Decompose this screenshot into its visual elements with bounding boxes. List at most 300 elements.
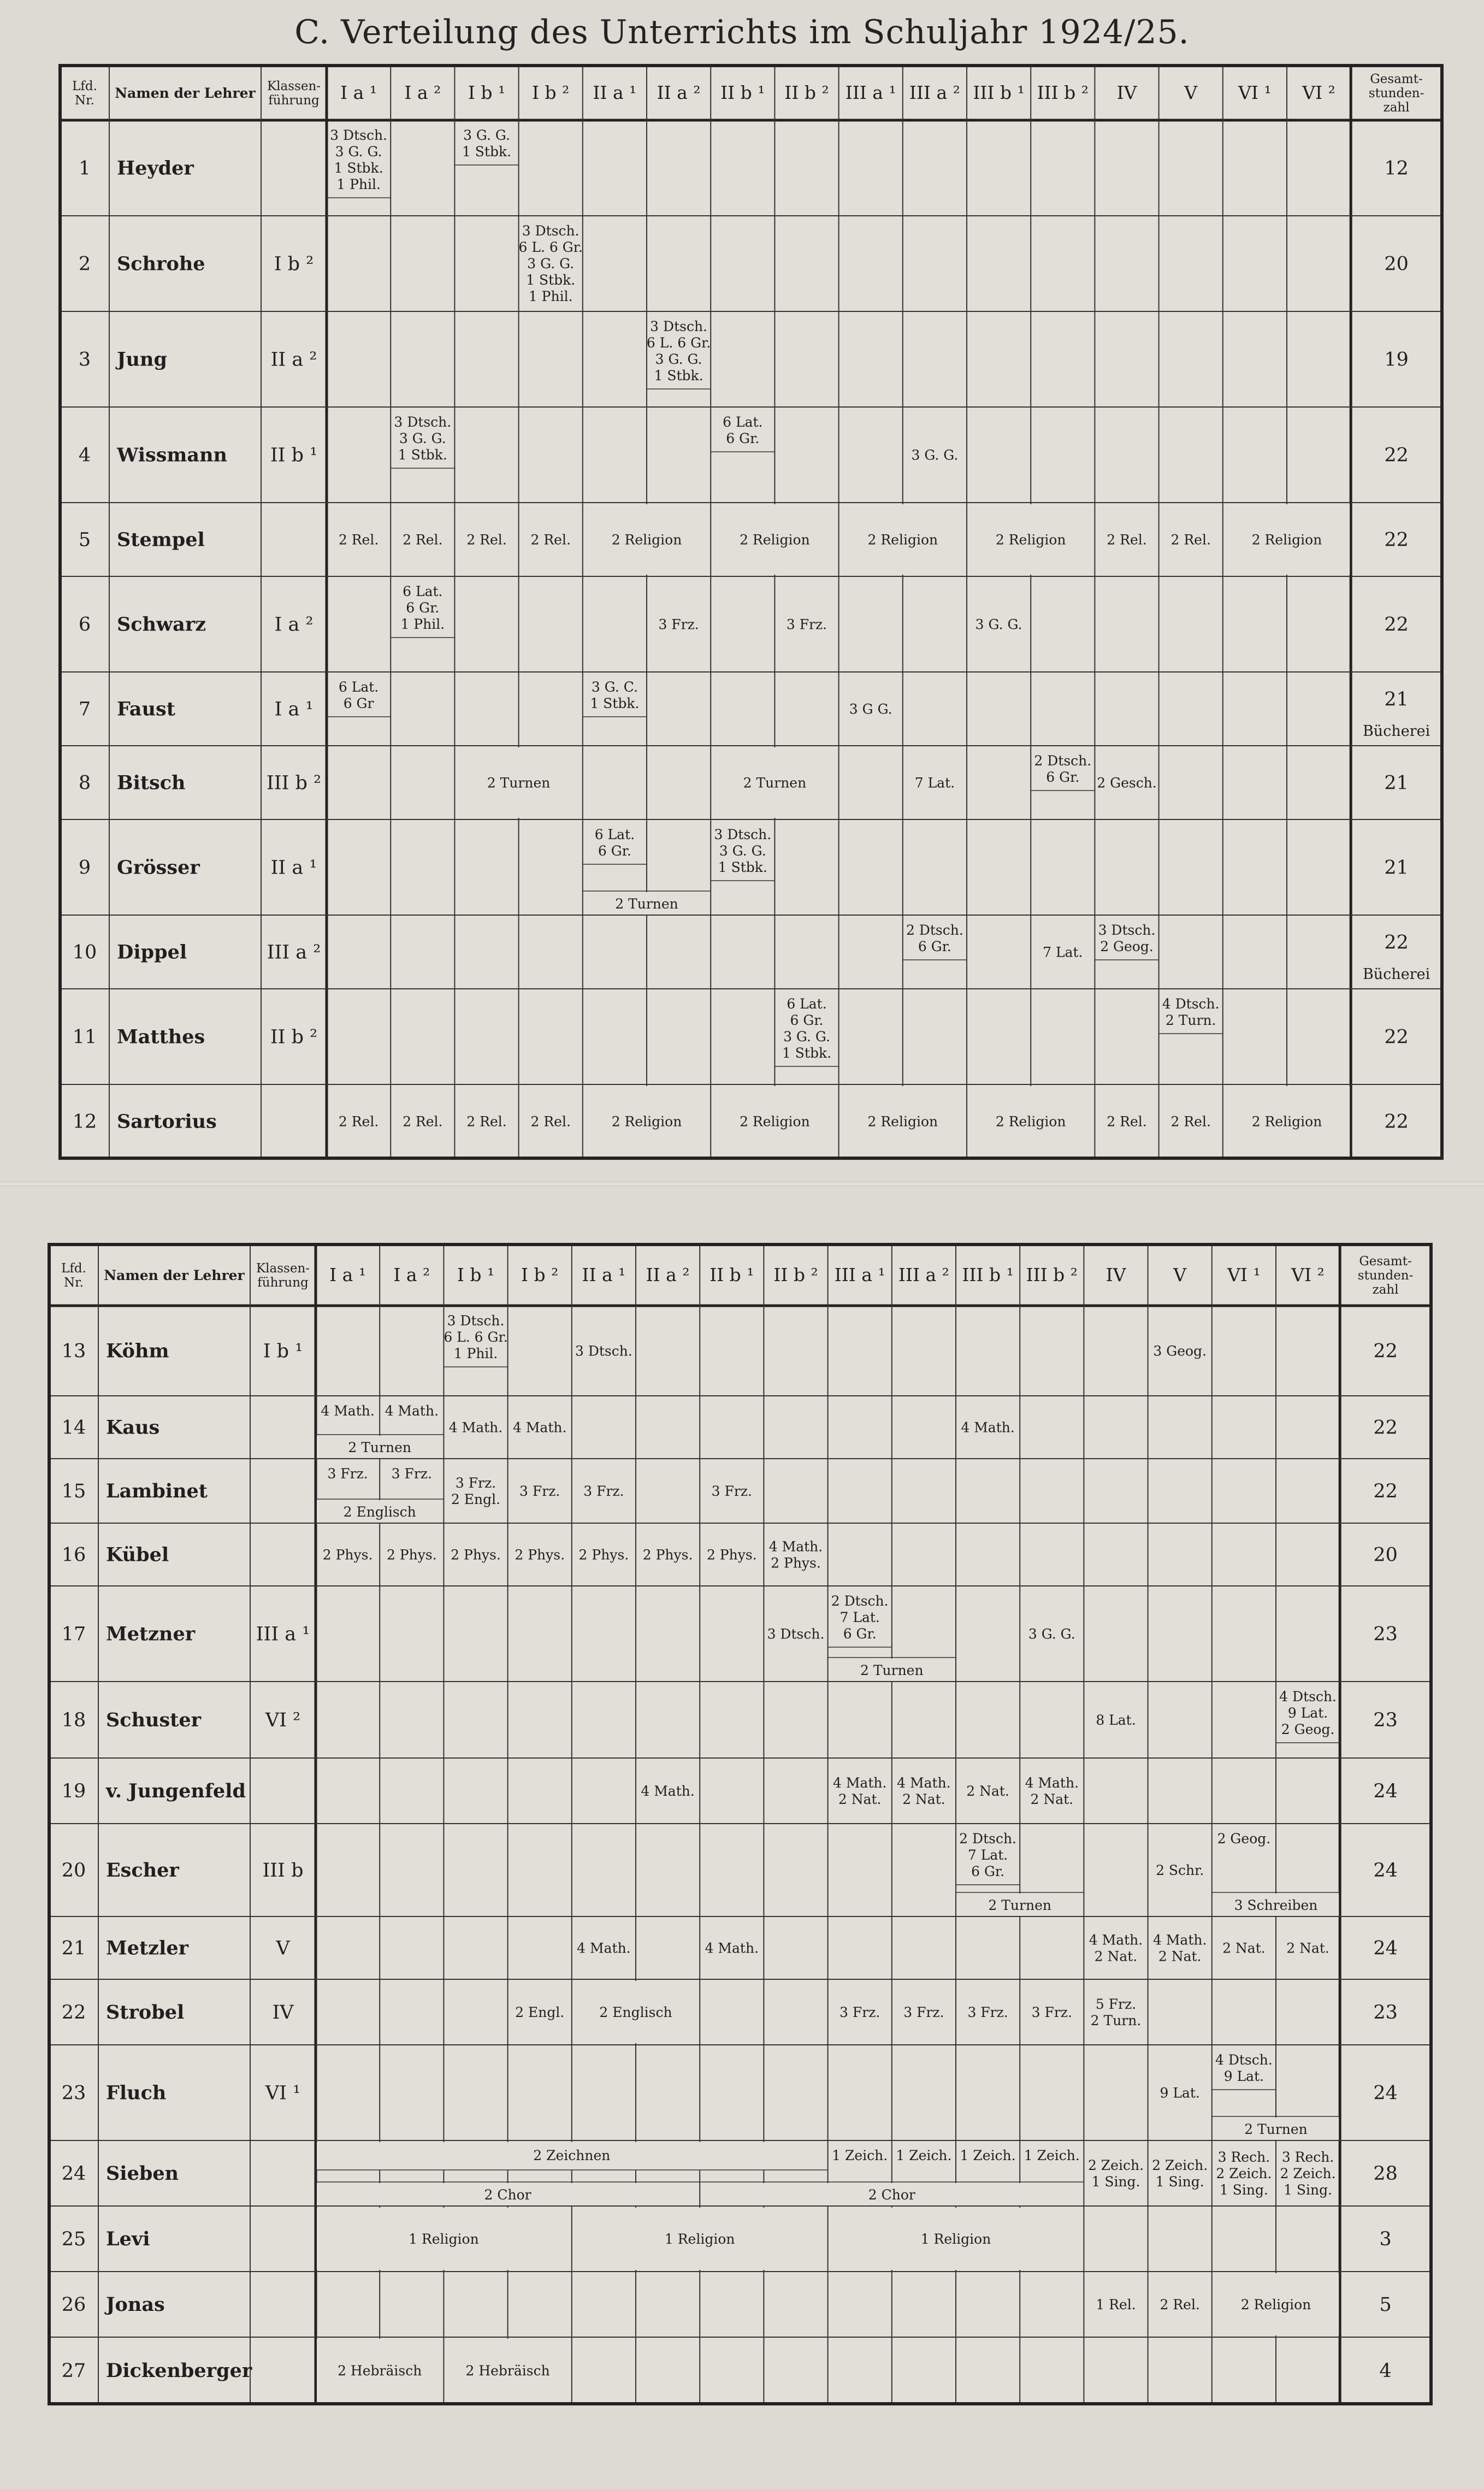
- row-number: 18: [61, 1709, 86, 1731]
- total-hours: 22: [1384, 529, 1409, 551]
- total-hours: 3: [1379, 2228, 1392, 2250]
- teacher-name: Strobel: [106, 2001, 185, 2024]
- cell-entry: 2 Rel.: [1170, 1113, 1211, 1130]
- header-class-8: II b ²: [773, 1264, 818, 1285]
- class-lead: I b ²: [274, 253, 314, 275]
- cell-entry: 3 G. G.: [463, 127, 510, 143]
- cell-entry: 2 Geog.: [1217, 1831, 1271, 1847]
- cell-entry: 1 Stbk.: [526, 272, 576, 288]
- cell-entry: 3 Frz.: [455, 1475, 496, 1491]
- teacher-name: Schrohe: [117, 252, 205, 275]
- total-hours: 4: [1379, 2360, 1392, 2382]
- class-lead: IV: [272, 2002, 294, 2024]
- cell-entry: 1 Stbk.: [590, 695, 640, 711]
- header-class-14: V: [1173, 1264, 1187, 1285]
- cell-entry: 2 Turn.: [1090, 2013, 1142, 2028]
- total-hours: 22: [1384, 614, 1409, 636]
- cell-entry: 4 Dtsch.: [1279, 1689, 1337, 1704]
- teacher-name: Escher: [106, 1859, 179, 1882]
- cell-entry: 2 Chor: [484, 2187, 531, 2203]
- row-number: 10: [72, 941, 97, 964]
- cell-entry: 7 Lat.: [1043, 944, 1083, 960]
- cell-entry: 3 G. G.: [783, 1029, 830, 1045]
- total-hours: 24: [1373, 1780, 1398, 1802]
- teacher-name: Schuster: [106, 1709, 202, 1731]
- cell-entry: 4 Math.: [1025, 1775, 1079, 1791]
- cell-entry: 2 Dtsch.: [959, 1831, 1017, 1847]
- cell-entry: 2 Religion: [611, 1113, 682, 1130]
- cell-entry: 3 Dtsch.: [394, 414, 452, 430]
- header-class-lead: führung: [257, 1275, 309, 1290]
- total-hours: 5: [1379, 2294, 1392, 2316]
- total-hours: 21: [1384, 688, 1409, 711]
- header-class-lead: führung: [268, 93, 320, 108]
- teacher-name: Metzner: [106, 1623, 196, 1645]
- cell-entry: 3 G. G.: [527, 256, 575, 272]
- header-class-14: V: [1184, 81, 1198, 103]
- cell-entry: 2 Nat.: [1158, 1948, 1202, 1965]
- cell-entry: 3 G. G.: [975, 616, 1022, 633]
- header-class-4: I b ²: [532, 81, 570, 103]
- cell-entry: 3 Schreiben: [1234, 1897, 1318, 1913]
- header-class-10: III a ²: [898, 1264, 949, 1285]
- class-lead: I b ¹: [263, 1340, 303, 1363]
- cell-entry: 6 Gr.: [1046, 769, 1080, 785]
- teacher-name: Jonas: [106, 2293, 165, 2316]
- row-number: 4: [78, 444, 91, 467]
- header-class-lead: Klassen-: [256, 1261, 310, 1276]
- teacher-name: v. Jungenfeld: [106, 1780, 246, 1802]
- cell-entry: 4 Math.: [768, 1538, 823, 1555]
- cell-entry: 2 Rel.: [403, 532, 443, 548]
- total-hours: 22: [1384, 1026, 1409, 1048]
- class-lead: V: [276, 1937, 290, 1960]
- cell-entry: 2 Phys.: [706, 1547, 757, 1563]
- row-number: 25: [61, 2228, 86, 2250]
- header-class-11: III b ¹: [973, 81, 1025, 103]
- header-class-11: III b ¹: [962, 1264, 1014, 1285]
- cell-entry: 3 Rech.: [1217, 2149, 1270, 2165]
- class-lead: II b ²: [270, 1026, 318, 1048]
- cell-entry: 2 Rel.: [530, 532, 571, 548]
- cell-entry: 8 Lat.: [1096, 1712, 1136, 1728]
- cell-entry: 3 Frz.: [1031, 2004, 1072, 2020]
- header-class-7: II b ¹: [710, 1264, 754, 1285]
- row-number: 2: [78, 253, 91, 275]
- teacher-name: Wissmann: [117, 444, 228, 467]
- cell-entry: 3 G. G.: [399, 430, 446, 446]
- header-class-12: III b ²: [1037, 81, 1089, 103]
- cell-entry: 4 Math.: [1089, 1932, 1143, 1948]
- cell-entry: 2 Turn.: [1165, 1012, 1216, 1028]
- cell-entry: 6 Lat.: [338, 679, 379, 695]
- header-total-hours: stunden-: [1368, 86, 1424, 101]
- cell-entry: 2 Nat.: [1030, 1791, 1074, 1807]
- teacher-name: Kübel: [106, 1543, 169, 1566]
- cell-entry: 9 Lat.: [1160, 2085, 1200, 2101]
- cell-entry: 1 Phil.: [400, 616, 445, 632]
- cell-entry: 4 Math.: [897, 1775, 951, 1791]
- total-hours: 19: [1384, 349, 1409, 371]
- cell-entry: 3 G. G.: [1028, 1626, 1075, 1642]
- cell-entry: 2 Rel.: [1160, 2297, 1200, 2313]
- header-class-16: VI ²: [1302, 81, 1335, 103]
- cell-entry: 2 Turnen: [487, 775, 551, 791]
- total-hours: 23: [1373, 2002, 1398, 2024]
- cell-entry: 1 Sing.: [1091, 2174, 1140, 2190]
- cell-entry: 2 Engl.: [515, 2004, 565, 2020]
- teacher-name: Metzler: [106, 1937, 189, 1960]
- cell-entry: 2 Zeich.: [1280, 2166, 1336, 2181]
- row-number: 7: [78, 698, 91, 721]
- cell-entry: 2 Zeich.: [1152, 2157, 1208, 2173]
- cell-entry: 6 Gr.: [406, 600, 440, 616]
- total-hours: 24: [1373, 2082, 1398, 2104]
- total-note: Bücherei: [1362, 723, 1430, 740]
- cell-entry: 3 G. G.: [335, 144, 382, 160]
- cell-entry: 2 Religion: [1240, 2297, 1311, 2313]
- cell-entry: 7 Lat.: [967, 1847, 1008, 1863]
- cell-entry: 4 Dtsch.: [1215, 2052, 1273, 2068]
- cell-entry: 1 Stbk.: [398, 447, 447, 463]
- cell-entry: 2 Religion: [611, 532, 682, 548]
- total-hours: 22: [1373, 1340, 1398, 1363]
- row-number: 15: [61, 1481, 86, 1502]
- header-class-1: I a ¹: [329, 1264, 366, 1285]
- cell-entry: 2 Englisch: [599, 2004, 672, 2020]
- header-class-7: II b ¹: [720, 81, 765, 103]
- cell-entry: 3 Dtsch.: [767, 1626, 825, 1642]
- header-class-13: IV: [1116, 81, 1137, 103]
- cell-entry: 2 Rel.: [466, 1113, 507, 1130]
- header-total-hours: stunden-: [1357, 1268, 1414, 1283]
- cell-entry: 3 Frz.: [391, 1466, 432, 1482]
- cell-entry: 1 Zeich.: [1024, 2148, 1080, 2163]
- cell-entry: 3 G. G.: [911, 447, 959, 463]
- class-lead: VI ²: [265, 1709, 301, 1731]
- total-note: Bücherei: [1362, 966, 1430, 983]
- class-lead: I a ²: [274, 614, 314, 636]
- header-teacher-name: Namen der Lehrer: [115, 85, 256, 101]
- cell-entry: 2 Phys.: [322, 1547, 373, 1563]
- class-lead: III a ¹: [256, 1623, 310, 1645]
- cell-entry: 1 Rel.: [1096, 2297, 1136, 2313]
- cell-entry: 4 Math.: [961, 1419, 1015, 1436]
- cell-entry: 7 Lat.: [914, 775, 955, 791]
- cell-entry: 4 Math.: [705, 1940, 759, 1956]
- teacher-name: Grösser: [117, 856, 200, 879]
- header-class-12: III b ²: [1026, 1264, 1078, 1285]
- teacher-name: Heyder: [117, 157, 194, 180]
- row-number: 8: [78, 772, 91, 794]
- cell-entry: 1 Zeich.: [832, 2148, 888, 2163]
- cell-entry: 2 Dtsch.: [831, 1593, 889, 1609]
- cell-entry: 2 Dtsch.: [906, 922, 963, 938]
- cell-entry: 2 Nat.: [838, 1791, 882, 1807]
- cell-entry: 6 L. 6 Gr.: [646, 335, 711, 351]
- row-number: 22: [61, 2002, 86, 2024]
- cell-entry: 1 Sing.: [1284, 2182, 1333, 2198]
- cell-entry: 2 Rel.: [338, 532, 379, 548]
- cell-entry: 2 Nat.: [1222, 1940, 1266, 1956]
- cell-entry: 2 Schr.: [1156, 1862, 1204, 1878]
- cell-entry: 4 Math.: [448, 1419, 503, 1436]
- cell-entry: 3 Frz.: [786, 616, 827, 633]
- row-number: 12: [72, 1111, 97, 1133]
- cell-entry: 4 Math.: [1152, 1932, 1207, 1948]
- cell-entry: 3 Dtsch.: [522, 223, 580, 239]
- header-class-13: IV: [1105, 1264, 1126, 1285]
- cell-entry: 4 Math.: [321, 1403, 375, 1419]
- cell-entry: 6 Lat.: [403, 583, 443, 599]
- header-class-3: I b ¹: [468, 81, 506, 103]
- cell-entry: 2 Nat.: [966, 1783, 1009, 1799]
- cell-entry: 2 Rel.: [1170, 532, 1211, 548]
- row-number: 17: [61, 1623, 86, 1645]
- teacher-name: Bitsch: [117, 771, 186, 794]
- teacher-name: Dippel: [117, 941, 187, 964]
- header-class-lead: Klassen-: [267, 79, 321, 93]
- teacher-name: Levi: [106, 2228, 150, 2250]
- header-class-5: II a ¹: [593, 81, 637, 103]
- header-teacher-name: Namen der Lehrer: [104, 1267, 245, 1283]
- header-class-2: I a ²: [393, 1264, 430, 1285]
- total-hours: 24: [1373, 1860, 1398, 1882]
- row-number: 3: [78, 349, 91, 371]
- cell-entry: 2 Religion: [995, 1113, 1066, 1130]
- row-number: 6: [78, 614, 91, 636]
- cell-entry: 2 Zeichnen: [533, 2148, 611, 2163]
- cell-entry: 1 Sing.: [1219, 2182, 1268, 2198]
- cell-entry: 3 G G.: [849, 701, 892, 717]
- header-class-15: VI ¹: [1238, 81, 1272, 103]
- header-class-2: I a ²: [404, 81, 441, 103]
- cell-entry: 4 Math.: [641, 1783, 695, 1799]
- cell-entry: 1 Stbk.: [654, 368, 703, 384]
- header-class-16: VI ²: [1291, 1264, 1325, 1285]
- teacher-name: Faust: [117, 698, 175, 721]
- cell-entry: 2 Religion: [740, 1113, 810, 1130]
- total-hours: 21: [1384, 857, 1409, 879]
- row-number: 20: [61, 1860, 86, 1882]
- total-hours: 22: [1384, 1111, 1409, 1133]
- cell-entry: 6 Gr.: [843, 1626, 877, 1642]
- cell-entry: 3 Frz.: [519, 1483, 560, 1499]
- cell-entry: 2 Turnen: [988, 1897, 1051, 1913]
- cell-entry: 2 Phys.: [515, 1547, 565, 1563]
- cell-entry: 1 Phil.: [336, 176, 381, 192]
- header-class-10: III a ²: [909, 81, 960, 103]
- header-lfd-nr: Lfd.: [61, 1261, 86, 1276]
- header-total-hours: zahl: [1372, 1282, 1399, 1297]
- cell-entry: 1 Zeich.: [896, 2148, 952, 2163]
- cell-entry: 3 Frz.: [658, 616, 699, 633]
- total-hours: 23: [1373, 1623, 1398, 1645]
- row-number: 16: [61, 1544, 86, 1566]
- teacher-name: Köhm: [106, 1340, 169, 1363]
- cell-entry: 2 Rel.: [338, 1113, 379, 1130]
- cell-entry: 5 Frz.: [1095, 1996, 1137, 2012]
- cell-entry: 4 Math.: [512, 1419, 567, 1436]
- cell-entry: 2 Gesch.: [1097, 775, 1157, 791]
- cell-entry: 2 Rel.: [466, 532, 507, 548]
- cell-entry: 2 Phys.: [578, 1547, 629, 1563]
- cell-entry: 3 Frz.: [903, 2004, 944, 2020]
- cell-entry: 3 G. C.: [591, 679, 638, 695]
- header-class-9: III a ¹: [834, 1264, 885, 1285]
- class-lead: III a ²: [267, 941, 321, 964]
- cell-entry: 3 Frz.: [327, 1466, 368, 1482]
- row-number: 26: [61, 2294, 86, 2316]
- cell-entry: 1 Sing.: [1155, 2174, 1204, 2190]
- cell-entry: 3 Dtsch.: [714, 827, 772, 842]
- cell-entry: 2 Phys.: [642, 1547, 693, 1563]
- teacher-name: Fluch: [106, 2081, 167, 2104]
- cell-entry: 2 Religion: [867, 1113, 938, 1130]
- cell-entry: 1 Religion: [409, 2231, 479, 2247]
- cell-entry: 2 Dtsch.: [1034, 753, 1092, 769]
- cell-entry: 1 Stbk.: [462, 144, 512, 160]
- cell-entry: 2 Phys.: [771, 1555, 821, 1571]
- cell-entry: 6 Lat.: [787, 996, 827, 1012]
- total-hours: 23: [1373, 1709, 1398, 1731]
- cell-entry: 2 Turnen: [1244, 2121, 1308, 2137]
- cell-entry: 2 Hebräisch: [465, 2363, 550, 2379]
- cell-entry: 3 Frz.: [839, 2004, 880, 2020]
- class-lead: II a ²: [270, 349, 317, 371]
- cell-entry: 1 Religion: [664, 2231, 735, 2247]
- header-total-hours: Gesamt-: [1359, 1254, 1412, 1269]
- row-number: 13: [61, 1340, 86, 1363]
- cell-entry: 6 L. 6 Gr.: [518, 239, 583, 255]
- header-class-5: II a ¹: [582, 1264, 626, 1285]
- cell-entry: 3 Frz.: [967, 2004, 1008, 2020]
- cell-entry: 2 Turnen: [615, 896, 678, 912]
- cell-entry: 2 Phys.: [451, 1547, 501, 1563]
- cell-entry: 6 Gr: [343, 695, 374, 711]
- cell-entry: 2 Geog.: [1100, 939, 1154, 954]
- cell-entry: 1 Stbk.: [334, 160, 383, 176]
- cell-entry: 3 Dtsch.: [447, 1313, 505, 1329]
- row-number: 19: [61, 1780, 86, 1802]
- cell-entry: 2 Turnen: [860, 1662, 924, 1678]
- row-number: 9: [78, 857, 91, 879]
- page-title: C. Verteilung des Unterrichts im Schuljahr 1924/25.: [294, 13, 1190, 51]
- cell-entry: 9 Lat.: [1223, 2068, 1264, 2084]
- class-lead: I a ¹: [274, 698, 314, 721]
- teacher-name: Matthes: [117, 1025, 205, 1048]
- header-lfd-nr: Lfd.: [72, 79, 97, 93]
- cell-entry: 3 Geog.: [1153, 1343, 1207, 1359]
- teacher-name: Jung: [117, 348, 167, 371]
- total-hours: 20: [1373, 1544, 1398, 1566]
- cell-entry: 6 Gr.: [726, 430, 760, 446]
- cell-entry: 6 Gr.: [790, 1012, 824, 1028]
- total-hours: 28: [1373, 2163, 1398, 2185]
- teacher-name: Schwarz: [117, 613, 206, 636]
- row-number: 21: [61, 1937, 86, 1960]
- header-total-hours: Gesamt-: [1370, 72, 1423, 86]
- cell-entry: 1 Stbk.: [782, 1045, 832, 1061]
- header-class-15: VI ¹: [1227, 1264, 1261, 1285]
- cell-entry: 2 Geog.: [1281, 1721, 1335, 1737]
- cell-entry: 2 Religion: [995, 532, 1066, 548]
- total-hours: 12: [1384, 157, 1409, 180]
- cell-entry: 3 G. G.: [655, 351, 702, 367]
- cell-entry: 3 G. G.: [719, 843, 766, 859]
- header-class-9: III a ¹: [845, 81, 896, 103]
- cell-entry: 2 Rel.: [1107, 1113, 1147, 1130]
- cell-entry: 2 Zeich.: [1087, 2157, 1144, 2173]
- header-class-1: I a ¹: [340, 81, 377, 103]
- cell-entry: 1 Phil.: [453, 1346, 498, 1361]
- teacher-name: Sieben: [106, 2162, 179, 2185]
- cell-entry: 4 Math.: [832, 1775, 887, 1791]
- row-number: 27: [61, 2360, 86, 2382]
- teacher-name: Dickenberger: [106, 2360, 252, 2382]
- total-hours: 20: [1384, 253, 1409, 275]
- cell-entry: 2 Religion: [740, 532, 810, 548]
- total-hours: 22: [1384, 444, 1409, 467]
- cell-entry: 2 Turnen: [743, 775, 807, 791]
- cell-entry: 6 Lat.: [723, 414, 763, 430]
- cell-entry: 2 Rel.: [403, 1113, 443, 1130]
- row-number: 11: [72, 1026, 97, 1048]
- cell-entry: 6 Gr.: [971, 1863, 1005, 1879]
- cell-entry: 4 Math.: [577, 1940, 631, 1956]
- row-number: 5: [78, 529, 91, 551]
- row-number: 24: [61, 2163, 86, 2185]
- cell-entry: 3 Dtsch.: [330, 127, 388, 143]
- cell-entry: 2 Chor: [868, 2187, 915, 2203]
- class-lead: II a ¹: [270, 857, 317, 879]
- cell-entry: 2 Nat.: [1094, 1948, 1138, 1965]
- cell-entry: 2 Hebräisch: [338, 2363, 422, 2379]
- teacher-name: Kaus: [106, 1416, 160, 1439]
- total-hours: 22: [1373, 1481, 1398, 1502]
- cell-entry: 3 Dtsch.: [1098, 922, 1156, 938]
- cell-entry: 6 Gr.: [598, 843, 631, 859]
- cell-entry: 3 Rech.: [1281, 2149, 1334, 2165]
- cell-entry: 2 Nat.: [1286, 1940, 1329, 1956]
- row-number: 14: [61, 1417, 86, 1439]
- header-class-8: II b ²: [784, 81, 829, 103]
- total-hours: 22: [1373, 1417, 1398, 1439]
- cell-entry: 2 Phys.: [386, 1547, 437, 1563]
- cell-entry: 2 Religion: [1251, 1113, 1322, 1130]
- cell-entry: 4 Dtsch.: [1162, 996, 1220, 1012]
- header-lfd-nr: Nr.: [64, 1275, 84, 1290]
- cell-entry: 2 Rel.: [1107, 532, 1147, 548]
- cell-entry: 9 Lat.: [1287, 1705, 1328, 1721]
- cell-entry: 2 Engl.: [451, 1491, 501, 1507]
- row-number: 1: [78, 157, 91, 180]
- header-class-4: I b ²: [521, 1264, 559, 1285]
- cell-entry: 2 Turnen: [348, 1440, 411, 1455]
- teacher-name: Lambinet: [106, 1480, 208, 1502]
- cell-entry: 3 Frz.: [711, 1483, 752, 1499]
- cell-entry: 6 Gr.: [918, 939, 951, 954]
- cell-entry: 6 L. 6 Gr.: [444, 1329, 508, 1345]
- cell-entry: 2 Rel.: [530, 1113, 571, 1130]
- cell-entry: 3 Frz.: [583, 1483, 624, 1499]
- cell-entry: 1 Zeich.: [960, 2148, 1016, 2163]
- cell-entry: 1 Stbk.: [718, 859, 767, 875]
- header-class-3: I b ¹: [457, 1264, 495, 1285]
- total-hours: 22: [1384, 931, 1409, 954]
- header-lfd-nr: Nr.: [75, 93, 94, 108]
- cell-entry: 2 Zeich.: [1216, 2166, 1272, 2181]
